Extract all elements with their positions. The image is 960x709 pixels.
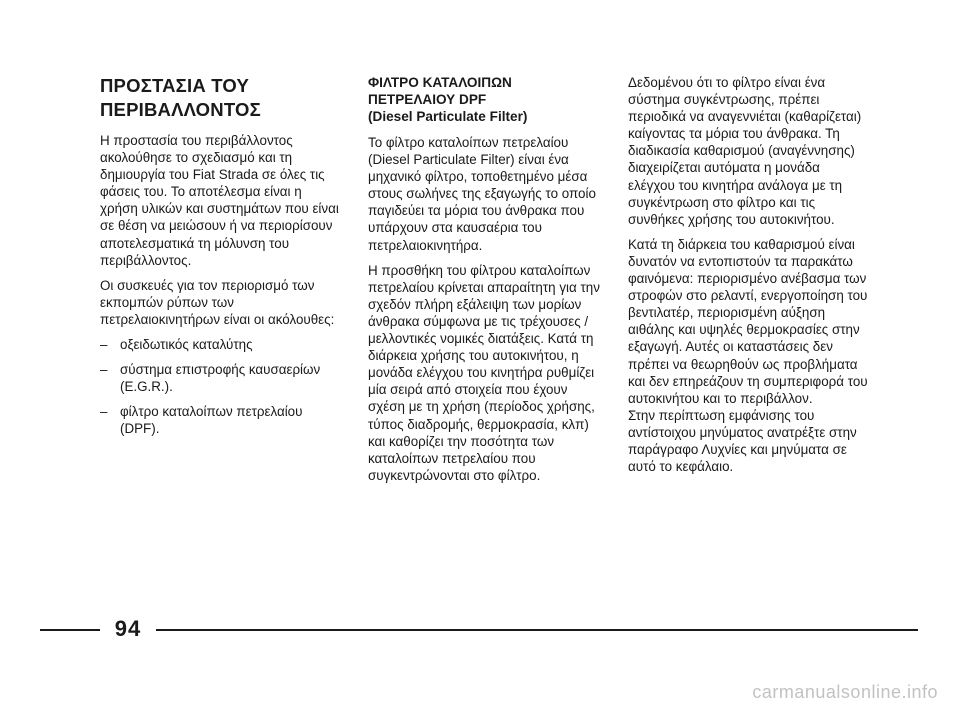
column-environment [100,74,340,446]
heading-line-2: ΠΕΡΙΒΑΛΛΟΝΤΟΣ [100,99,261,120]
list-item: – οξειδωτικός καταλύτης [100,337,253,353]
section-heading-environment [100,74,340,122]
paragraph-cleaning-effects: Κατά τη διάρκεια του καθαρισμού είναι δυνατόν να εντοπιστούν τα παρακάτω φαινόμενα: περιορισμένο ανέβασμα των στροφών στο ρελαντί, ενεργοποίηση του βεντιλατέρ, περιορισμένη αύξηση αιθάλης και υψηλές θερμοκρασίες στην εξαγωγή. Αυτές οι καταστάσεις δεν πρέπει να θεωρηθούν ως προβλήματα και δεν επηρεάζουν τη συμπεριφορά του αυτοκινήτου και το περιβάλλον. [628,236,868,406]
heading-line-1: ΦΙΛΤΡΟ ΚΑΤΑΛΟΙΠΩΝ [368,75,512,90]
list-item: – σύστημα επιστροφής καυσαερίων (E.G.R.). [100,362,321,395]
list-item: – φίλτρο καταλοίπων πετρελαίου (DPF). [100,404,303,437]
emission-devices-list [100,336,340,437]
footer-rule-right [156,629,918,631]
page-number: 94 [114,616,142,641]
section-heading-dpf [368,74,600,125]
page-footer [0,614,960,644]
paragraph-dpf-description: Το φίλτρο καταλοίπων πετρελαίου (Diesel Particulate Filter) είναι ένα μηχανικό φίλτρο, τοποθετημένο μέσα στους σωλήνες της εξαγωγής το οποίο παγιδεύει τα μόρια του άνθρακα που υπάρχουν στα καυσαέρια του πετρελαιοκινητήρα. [368,135,596,253]
list-item-text: σύστημα επιστροφής καυσαερίων (E.G.R.). [120,362,321,395]
paragraph-warning-message: Στην περίπτωση εμφάνισης του αντίστοιχου μηνύματος ανατρέξτε στην παράγραφο Λυχνίες και μηνύματα σε αυτό το κεφάλαιο. [628,407,857,475]
column-regeneration [628,74,868,483]
paragraph-dpf-necessity: Η προσθήκη του φίλτρου καταλοίπων πετρελαίου κρίνεται απαραίτητη για την σχεδόν πλήρη εξάλειψη των μορίων άνθρακα σύμφωνα με τις τρέχουσες / μελλοντικές νομικές διατάξεις. Κατά τη διάρκεια χρήσης του αυτοκινήτου, η μονάδα ελέγχου του κινητήρα ρυθμίζει μία σειρά από στοιχεία που έχουν σχέση με τη χρήση (περίοδος χρήσης, τύπος διαδρομής, θερμοκρασία, κλπ) και καθορίζει την ποσότητα των καταλοίπων πετρελαίου που συγκεντρώνονται στο φίλτρο. [368,262,600,483]
heading-line-2: ΠΕΤΡΕΛΑΙΟΥ DPF [368,92,487,107]
watermark: carmanualsonline.info [752,682,938,702]
paragraph-regeneration: Δεδομένου ότι το φίλτρο είναι ένα σύστημα συγκέντρωσης, πρέπει περιοδικά να αναγεννιέται (καθαρίζεται) καίγοντας τα μόρια του άνθρακα. Τη διαδικασία καθαρισμού (αναγέννησης) διαχειρίζεται αυτόματα η μονάδα ελέγχου του κινητήρα ανάλογα με τη συγκέντρωση στο φίλτρο και τις συνθήκες χρήσης του αυτοκινήτου. [628,75,862,227]
footer-rule-left [40,629,100,631]
heading-line-3: (Diesel Particulate Filter) [368,109,528,124]
list-item-text: οξειδωτικός καταλύτης [120,337,253,353]
heading-line-1: ΠΡΟΣΤΑΣΙΑ ΤΟΥ [100,75,250,96]
paragraph-emission-devices: Οι συσκευές για τον περιορισμό των εκπομπών ρύπων των πετρελαιοκινητήρων είναι οι ακόλουθες: [100,277,335,327]
column-dpf [368,74,600,492]
paragraph-environment-intro: Η προστασία του περιβάλλοντος ακολούθησε το σχεδιασμό και τη δημιουργία του Fiat Strada σε όλες τις φάσεις του. Το αποτέλεσμα είναι η χρήση υλικών και συστημάτων που είναι σε θέση να μειώσουν ή να περιορίσουν αποτελεσματικά τη μόλυνση του περιβάλλοντος. [100,133,339,268]
list-item-text: φίλτρο καταλοίπων πετρελαίου (DPF). [120,404,303,437]
